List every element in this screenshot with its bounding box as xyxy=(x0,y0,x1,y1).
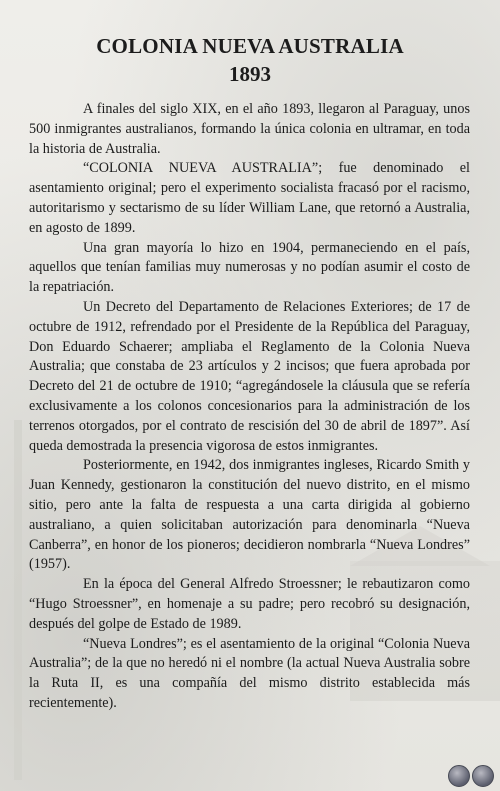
background-pole xyxy=(14,420,22,780)
paragraph: “COLONIA NUEVA AUSTRALIA”; fue denominado el asentamiento original; pero el experimento socialista fracasó por el racismo, autoritarismo y sectarismo de su líder William Lane, que retornó a Australia, en agosto de 1899. xyxy=(29,160,470,236)
seal-icon xyxy=(448,765,470,787)
paragraph: Una gran mayoría lo hizo en 1904, permaneciendo en el país, aquellos que tenían familias muy numerosas y no podían asumir el costo de la repatriación. xyxy=(29,239,470,296)
document-body xyxy=(29,100,470,714)
paragraph: Posteriormente, en 1942, dos inmigrantes ingleses, Ricardo Smith y Juan Kennedy, gestionaron la constitución del nuevo distrito, en el mismo sitio, pero ante la falta de respuesta a una carta dirigida al gobierno australiano, a quien solicitaban autorización para denominarla “Nueva Canberra”, en honor de los pioneros; decidieron nombrarla “Nueva Londres” (1957). xyxy=(29,457,470,573)
paragraph: En la época del General Alfredo Stroessner; le rebautizaron como “Hugo Stroessner”, en homenaje a su padre; pero recobró su designación, después del golpe de Estado de 1989. xyxy=(29,576,470,632)
document-year: 1893 xyxy=(229,62,271,86)
seal-icon xyxy=(472,765,494,787)
paragraph: Un Decreto del Departamento de Relaciones Exteriores; de 17 de octubre de 1912, refrendado por el Presidente de la República del Paraguay, Don Eduardo Schaerer; ampliaba el Reglamento de la Colonia Nueva Australia; que constaba de 23 artículos y 2 incisos; que fuera aprobada por Decreto del 21 de octubre de 1910; “agregándosele la cláusula que se refería exclusivamente a los colonos concesionarios para la administración de los terrenos otorgados, por el contrato de rescisión del 30 de abril de 1897”. Así queda demostrada la presencia vigorosa de estos inmigrantes. xyxy=(29,298,470,454)
paragraph: “Nueva Londres”; es el asentamiento de la original “Colonia Nueva Australia”; de la que no heredó ni el nombre (la actual Nueva Australia sobre la Ruta II, es una compañía del mismo distrito establecida más recientemente). xyxy=(29,635,470,711)
document-title: COLONIA NUEVA AUSTRALIA xyxy=(96,34,404,58)
paragraph: A finales del siglo XIX, en el año 1893, llegaron al Paraguay, unos 500 inmigrantes australianos, formando la única colonia en ultramar, en toda la historia de Australia. xyxy=(29,101,470,157)
